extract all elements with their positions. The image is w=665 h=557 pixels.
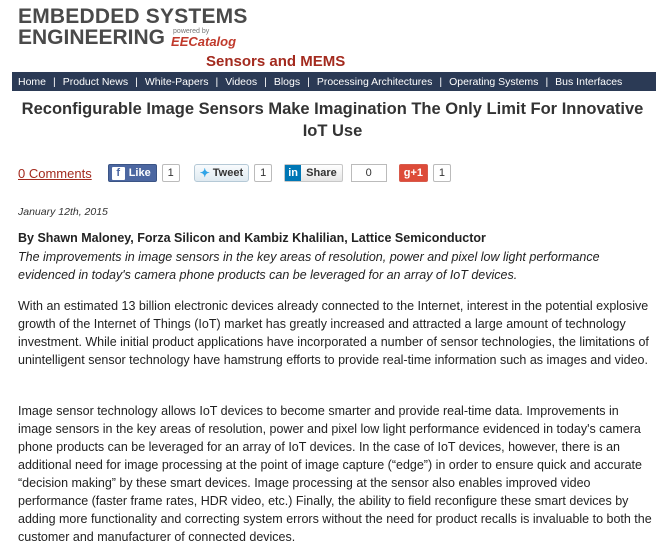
eecatalog-brand: EECatalog (171, 34, 237, 49)
linkedin-share-label: Share (306, 167, 337, 179)
nav-item-white-papers[interactable]: White-Papers (144, 75, 209, 88)
nav-separator: | (264, 75, 267, 88)
logo-line2 (18, 27, 248, 48)
article-byline: By Shawn Maloney, Forza Silicon and Kambiz Khalilian, Lattice Semiconductor (18, 231, 486, 245)
nav-item-processing-architectures[interactable]: Processing Architectures (316, 75, 433, 88)
logo-line2-text: ENGINEERING (18, 26, 166, 49)
nav-item-bus-interfaces[interactable]: Bus Interfaces (555, 75, 623, 88)
nav-item-videos[interactable]: Videos (225, 75, 258, 88)
eecatalog-badge (171, 28, 236, 48)
tweet-button[interactable] (194, 164, 249, 182)
nav-item-blogs[interactable]: Blogs (273, 75, 301, 88)
section-title[interactable]: Sensors and MEMS (206, 53, 346, 70)
tweet-count: 1 (254, 164, 272, 182)
linkedin-share-button[interactable] (284, 164, 343, 182)
article-paragraph-1: With an estimated 13 billion electronic devices already connected to the Internet, interest in the potential explosive growth of the Internet of Things (IoT) market has greatly increased and attracted a large amount of technology investment. While initial product applications have incorporated a number of sensor technologies, the limitations of unintelligent sensor technology have hamstrung efforts to provide real-time information such as images and video. (18, 299, 649, 367)
nav-item-product-news[interactable]: Product News (62, 75, 129, 88)
article-summary: The improvements in image sensors in the key areas of resolution, power and pixel low light performance evidenced in today's camera phone products can be leveraged for an array of IoT devices. (18, 250, 600, 282)
comments-link[interactable]: 0 Comments (18, 165, 92, 181)
nav-separator: | (545, 75, 549, 88)
main-nav (12, 72, 656, 91)
article-date: January 12th, 2015 (18, 206, 108, 218)
nav-item-operating-systems[interactable]: Operating Systems (449, 75, 539, 88)
facebook-like-button[interactable] (108, 164, 157, 182)
tweet-label: Tweet (212, 167, 244, 179)
nav-separator: | (53, 75, 56, 88)
article-title: Reconfigurable Image Sensors Make Imagination The Only Limit For Innovative IoT Use (21, 100, 644, 140)
powered-by-text: powered by (173, 28, 210, 35)
facebook-like-count: 1 (162, 164, 180, 182)
twitter-bird-icon: ✦ (199, 166, 210, 180)
nav-separator: | (307, 75, 310, 88)
nav-item-home[interactable]: Home (18, 75, 47, 88)
google-plus-count: 1 (433, 164, 451, 182)
linkedin-share-count: 0 (351, 164, 387, 182)
google-plus-button[interactable] (399, 164, 428, 182)
linkedin-icon: in (285, 165, 301, 181)
site-logo[interactable] (18, 6, 248, 48)
nav-separator: | (215, 75, 219, 88)
facebook-like-label: Like (128, 167, 151, 179)
facebook-icon: f (112, 167, 125, 180)
share-bar (18, 163, 451, 183)
article-paragraph-2: Image sensor technology allows IoT devices to become smarter and provide real-time data. Improvements in image sensors in the key areas of resolution, power and pixel low light performance evidenced in today's camera phone products can be leveraged for an array of IoT devices. In the case of IoT devices, however, there is an additional need for image processing at the point of image capture (“edge”) in order to ensure quick and accurate “decision making” by these smart devices. Image processing at the sensor also enables improved video performance (faster frame rates, HDR video, etc.) Finally, the ability to field reconfigure these smart devices by adding more functionality and correcting system errors without the need for product recalls is invaluable to both the customer and manufacturer of connected devices. (18, 404, 652, 544)
nav-separator: | (439, 75, 443, 88)
google-plus-icon: g+1 (403, 167, 423, 179)
logo-line1: EMBEDDED SYSTEMS (18, 5, 248, 28)
nav-separator: | (135, 75, 138, 88)
